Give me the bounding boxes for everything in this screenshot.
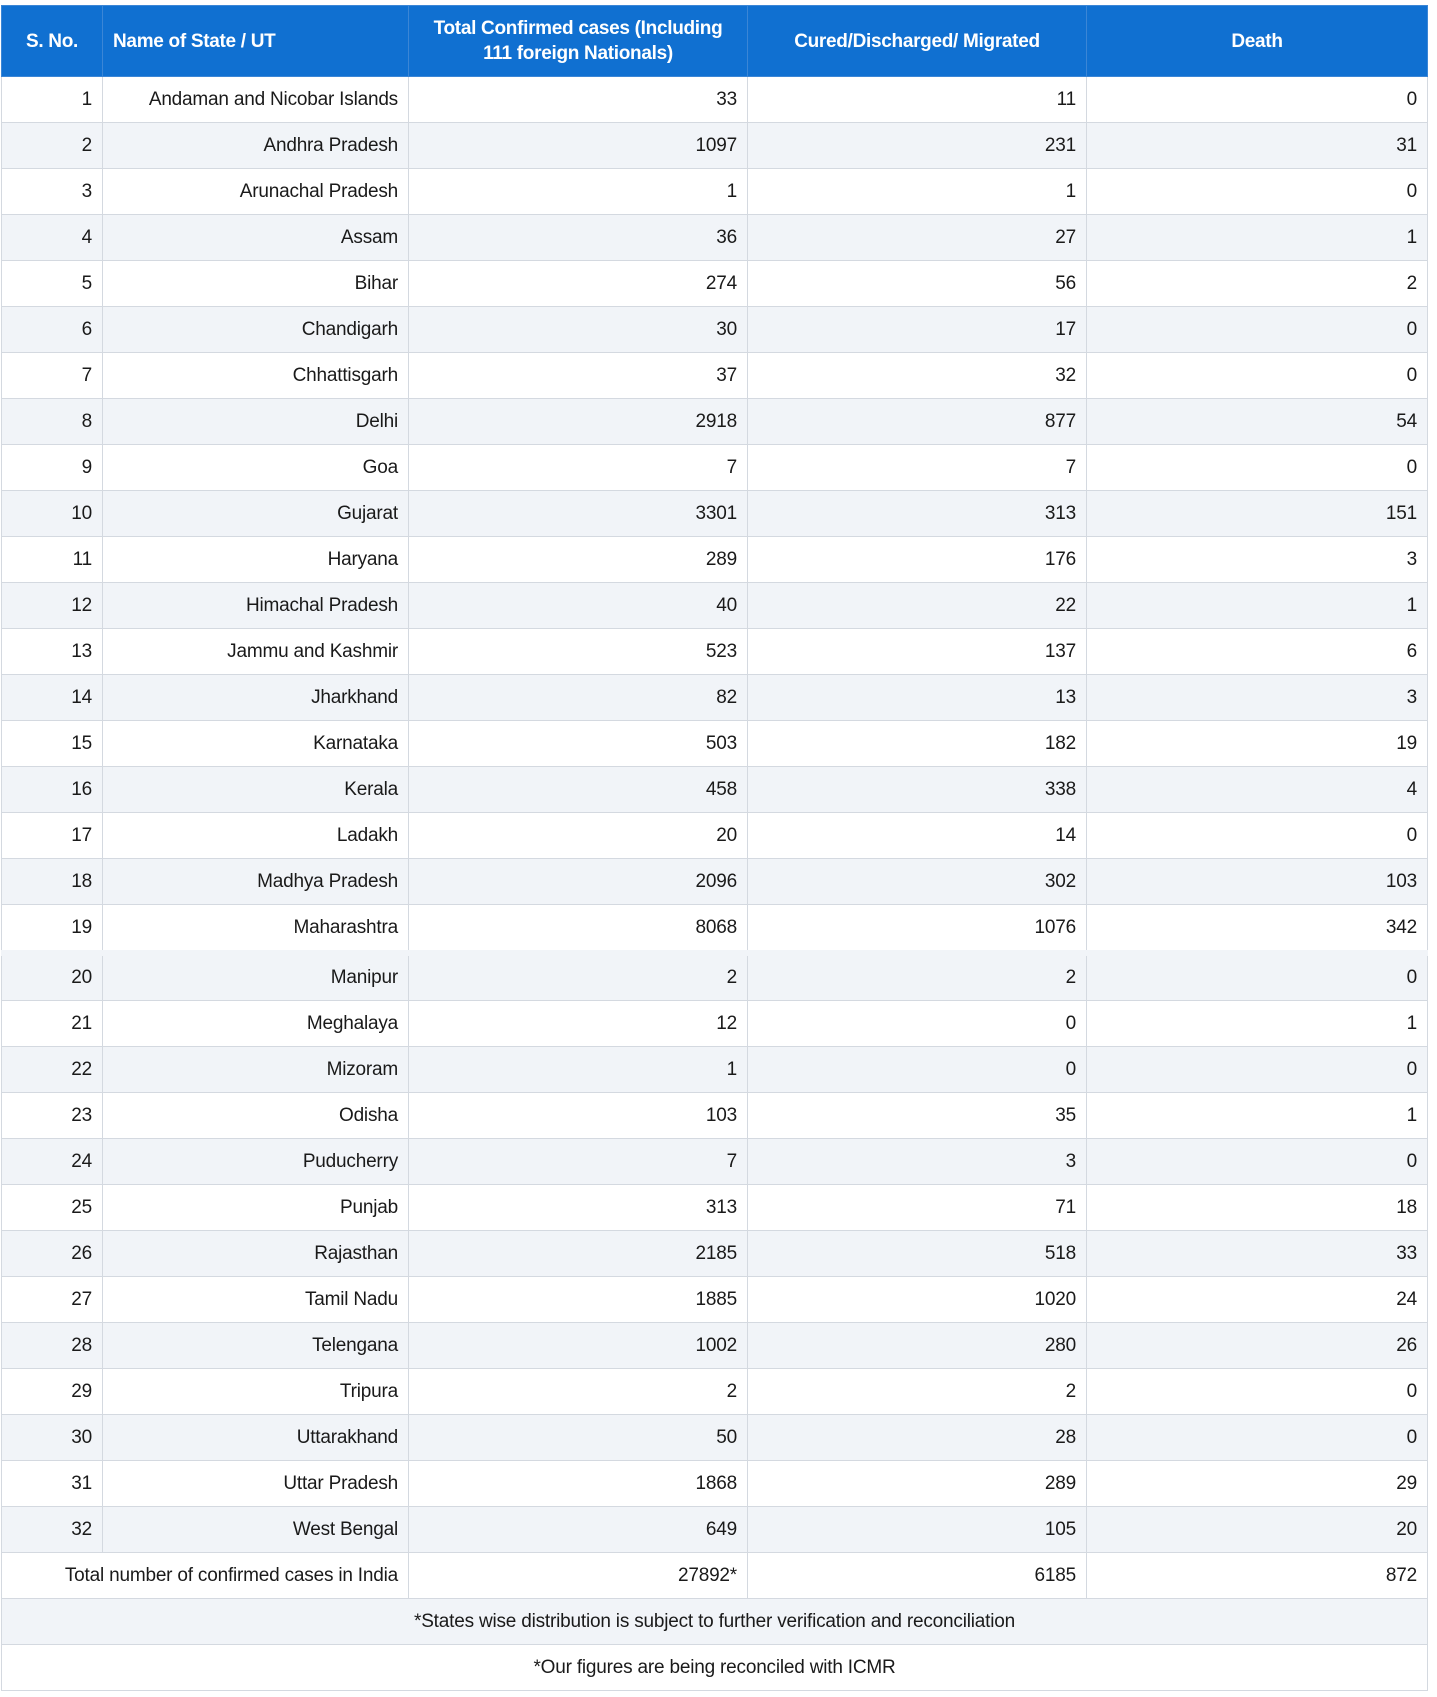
cell-state-name: Punjab bbox=[103, 1185, 409, 1231]
cell-death: 29 bbox=[1087, 1461, 1428, 1507]
cell-serial-number: 26 bbox=[2, 1231, 103, 1277]
cell-death: 0 bbox=[1087, 1369, 1428, 1415]
cell-cured: 1076 bbox=[748, 905, 1087, 954]
cell-state-name: Kerala bbox=[103, 767, 409, 813]
cell-state-name: Jammu and Kashmir bbox=[103, 629, 409, 675]
table-row bbox=[2, 123, 1428, 169]
table-row bbox=[2, 307, 1428, 353]
header-cured: Cured/Discharged/ Migrated bbox=[748, 6, 1087, 77]
cell-confirmed: 1 bbox=[409, 169, 748, 215]
cell-cured: 28 bbox=[748, 1415, 1087, 1461]
cell-cured: 289 bbox=[748, 1461, 1087, 1507]
table-row bbox=[2, 1277, 1428, 1323]
cell-cured: 518 bbox=[748, 1231, 1087, 1277]
cell-confirmed: 1885 bbox=[409, 1277, 748, 1323]
cell-cured: 231 bbox=[748, 123, 1087, 169]
covid-state-table-container bbox=[1, 5, 1427, 1691]
cell-cured: 3 bbox=[748, 1139, 1087, 1185]
cell-death: 0 bbox=[1087, 1139, 1428, 1185]
footnote-text: *Our figures are being reconciled with ICMR bbox=[2, 1645, 1428, 1691]
cell-confirmed: 523 bbox=[409, 629, 748, 675]
cell-death: 6 bbox=[1087, 629, 1428, 675]
cell-state-name: Chandigarh bbox=[103, 307, 409, 353]
cell-serial-number: 29 bbox=[2, 1369, 103, 1415]
cell-serial-number: 20 bbox=[2, 953, 103, 1001]
table-row bbox=[2, 1415, 1428, 1461]
cell-confirmed: 289 bbox=[409, 537, 748, 583]
cell-state-name: Delhi bbox=[103, 399, 409, 445]
total-cured: 6185 bbox=[748, 1553, 1087, 1599]
cell-confirmed: 7 bbox=[409, 1139, 748, 1185]
cell-cured: 35 bbox=[748, 1093, 1087, 1139]
cell-death: 19 bbox=[1087, 721, 1428, 767]
table-row bbox=[2, 353, 1428, 399]
cell-confirmed: 30 bbox=[409, 307, 748, 353]
cell-death: 0 bbox=[1087, 445, 1428, 491]
cell-state-name: Maharashtra bbox=[103, 905, 409, 954]
cell-serial-number: 3 bbox=[2, 169, 103, 215]
cell-cured: 27 bbox=[748, 215, 1087, 261]
cell-death: 0 bbox=[1087, 77, 1428, 123]
cell-serial-number: 5 bbox=[2, 261, 103, 307]
total-confirmed: 27892* bbox=[409, 1553, 748, 1599]
cell-state-name: Chhattisgarh bbox=[103, 353, 409, 399]
cell-death: 20 bbox=[1087, 1507, 1428, 1553]
cell-cured: 11 bbox=[748, 77, 1087, 123]
cell-serial-number: 13 bbox=[2, 629, 103, 675]
cell-death: 151 bbox=[1087, 491, 1428, 537]
cell-state-name: Bihar bbox=[103, 261, 409, 307]
header-row bbox=[2, 6, 1428, 77]
cell-cured: 302 bbox=[748, 859, 1087, 905]
cell-serial-number: 2 bbox=[2, 123, 103, 169]
cell-death: 103 bbox=[1087, 859, 1428, 905]
cell-confirmed: 36 bbox=[409, 215, 748, 261]
cell-death: 0 bbox=[1087, 1415, 1428, 1461]
total-death: 872 bbox=[1087, 1553, 1428, 1599]
table-row bbox=[2, 953, 1428, 1001]
cell-serial-number: 31 bbox=[2, 1461, 103, 1507]
cell-serial-number: 23 bbox=[2, 1093, 103, 1139]
cell-serial-number: 25 bbox=[2, 1185, 103, 1231]
cell-state-name: Uttar Pradesh bbox=[103, 1461, 409, 1507]
cell-confirmed: 1097 bbox=[409, 123, 748, 169]
cell-cured: 7 bbox=[748, 445, 1087, 491]
table-row bbox=[2, 1369, 1428, 1415]
table-row bbox=[2, 1139, 1428, 1185]
cell-state-name: Andhra Pradesh bbox=[103, 123, 409, 169]
table-row bbox=[2, 813, 1428, 859]
table-row bbox=[2, 399, 1428, 445]
cell-cured: 105 bbox=[748, 1507, 1087, 1553]
cell-state-name: Jharkhand bbox=[103, 675, 409, 721]
cell-serial-number: 12 bbox=[2, 583, 103, 629]
cell-cured: 17 bbox=[748, 307, 1087, 353]
cell-death: 24 bbox=[1087, 1277, 1428, 1323]
table-row bbox=[2, 583, 1428, 629]
table-row bbox=[2, 1185, 1428, 1231]
cell-state-name: Madhya Pradesh bbox=[103, 859, 409, 905]
cell-state-name: Tamil Nadu bbox=[103, 1277, 409, 1323]
table-row bbox=[2, 1231, 1428, 1277]
cell-death: 342 bbox=[1087, 905, 1428, 954]
cell-serial-number: 21 bbox=[2, 1001, 103, 1047]
cell-cured: 13 bbox=[748, 675, 1087, 721]
cell-serial-number: 4 bbox=[2, 215, 103, 261]
cell-serial-number: 8 bbox=[2, 399, 103, 445]
cell-serial-number: 16 bbox=[2, 767, 103, 813]
cell-death: 0 bbox=[1087, 953, 1428, 1001]
cell-state-name: Assam bbox=[103, 215, 409, 261]
cell-serial-number: 7 bbox=[2, 353, 103, 399]
table-row bbox=[2, 859, 1428, 905]
table-row bbox=[2, 767, 1428, 813]
cell-death: 0 bbox=[1087, 169, 1428, 215]
table-row bbox=[2, 629, 1428, 675]
cell-confirmed: 313 bbox=[409, 1185, 748, 1231]
cell-cured: 137 bbox=[748, 629, 1087, 675]
table-row bbox=[2, 1323, 1428, 1369]
cell-serial-number: 27 bbox=[2, 1277, 103, 1323]
table-row bbox=[2, 1507, 1428, 1553]
cell-death: 18 bbox=[1087, 1185, 1428, 1231]
cell-cured: 280 bbox=[748, 1323, 1087, 1369]
cell-cured: 1 bbox=[748, 169, 1087, 215]
cell-confirmed: 2 bbox=[409, 1369, 748, 1415]
table-row bbox=[2, 77, 1428, 123]
cell-cured: 176 bbox=[748, 537, 1087, 583]
cell-confirmed: 103 bbox=[409, 1093, 748, 1139]
cell-death: 26 bbox=[1087, 1323, 1428, 1369]
cell-cured: 182 bbox=[748, 721, 1087, 767]
cell-death: 0 bbox=[1087, 307, 1428, 353]
cell-death: 3 bbox=[1087, 537, 1428, 583]
cell-state-name: Gujarat bbox=[103, 491, 409, 537]
cell-confirmed: 1 bbox=[409, 1047, 748, 1093]
cell-confirmed: 8068 bbox=[409, 905, 748, 954]
cell-confirmed: 82 bbox=[409, 675, 748, 721]
cell-death: 1 bbox=[1087, 215, 1428, 261]
cell-serial-number: 32 bbox=[2, 1507, 103, 1553]
cell-cured: 32 bbox=[748, 353, 1087, 399]
table-row bbox=[2, 721, 1428, 767]
cell-state-name: Ladakh bbox=[103, 813, 409, 859]
cell-serial-number: 11 bbox=[2, 537, 103, 583]
cell-death: 3 bbox=[1087, 675, 1428, 721]
cell-serial-number: 18 bbox=[2, 859, 103, 905]
table-row bbox=[2, 905, 1428, 954]
cell-state-name: Telengana bbox=[103, 1323, 409, 1369]
cell-state-name: Meghalaya bbox=[103, 1001, 409, 1047]
cell-cured: 313 bbox=[748, 491, 1087, 537]
cell-state-name: Odisha bbox=[103, 1093, 409, 1139]
state-wise-cases-table bbox=[1, 5, 1428, 1691]
cell-cured: 2 bbox=[748, 1369, 1087, 1415]
table-row bbox=[2, 491, 1428, 537]
cell-state-name: Arunachal Pradesh bbox=[103, 169, 409, 215]
cell-death: 33 bbox=[1087, 1231, 1428, 1277]
table-header bbox=[2, 6, 1428, 77]
table-row bbox=[2, 1461, 1428, 1507]
cell-state-name: Rajasthan bbox=[103, 1231, 409, 1277]
cell-confirmed: 3301 bbox=[409, 491, 748, 537]
cell-cured: 1020 bbox=[748, 1277, 1087, 1323]
table-row bbox=[2, 675, 1428, 721]
cell-death: 1 bbox=[1087, 583, 1428, 629]
table-row bbox=[2, 1001, 1428, 1047]
cell-cured: 338 bbox=[748, 767, 1087, 813]
cell-confirmed: 458 bbox=[409, 767, 748, 813]
header-death: Death bbox=[1087, 6, 1428, 77]
table-row bbox=[2, 537, 1428, 583]
cell-serial-number: 9 bbox=[2, 445, 103, 491]
cell-confirmed: 40 bbox=[409, 583, 748, 629]
cell-confirmed: 1868 bbox=[409, 1461, 748, 1507]
cell-state-name: Uttarakhand bbox=[103, 1415, 409, 1461]
cell-serial-number: 19 bbox=[2, 905, 103, 954]
cell-state-name: Karnataka bbox=[103, 721, 409, 767]
cell-state-name: Manipur bbox=[103, 953, 409, 1001]
cell-confirmed: 2 bbox=[409, 953, 748, 1001]
table-row bbox=[2, 1093, 1428, 1139]
cell-serial-number: 14 bbox=[2, 675, 103, 721]
table-row bbox=[2, 169, 1428, 215]
cell-serial-number: 1 bbox=[2, 77, 103, 123]
cell-serial-number: 24 bbox=[2, 1139, 103, 1185]
cell-death: 2 bbox=[1087, 261, 1428, 307]
cell-state-name: Himachal Pradesh bbox=[103, 583, 409, 629]
cell-confirmed: 274 bbox=[409, 261, 748, 307]
total-label: Total number of confirmed cases in India bbox=[2, 1553, 409, 1599]
table-row bbox=[2, 445, 1428, 491]
cell-cured: 71 bbox=[748, 1185, 1087, 1231]
cell-death: 31 bbox=[1087, 123, 1428, 169]
cell-cured: 0 bbox=[748, 1001, 1087, 1047]
cell-confirmed: 7 bbox=[409, 445, 748, 491]
header-serial-number: S. No. bbox=[2, 6, 103, 77]
cell-death: 1 bbox=[1087, 1001, 1428, 1047]
cell-death: 0 bbox=[1087, 813, 1428, 859]
cell-confirmed: 50 bbox=[409, 1415, 748, 1461]
cell-confirmed: 2096 bbox=[409, 859, 748, 905]
cell-cured: 877 bbox=[748, 399, 1087, 445]
cell-confirmed: 20 bbox=[409, 813, 748, 859]
cell-serial-number: 15 bbox=[2, 721, 103, 767]
cell-state-name: Haryana bbox=[103, 537, 409, 583]
footnote-row bbox=[2, 1599, 1428, 1645]
cell-cured: 56 bbox=[748, 261, 1087, 307]
cell-death: 4 bbox=[1087, 767, 1428, 813]
cell-confirmed: 2185 bbox=[409, 1231, 748, 1277]
cell-death: 1 bbox=[1087, 1093, 1428, 1139]
header-confirmed-cases: Total Confirmed cases (Including 111 foreign Nationals) bbox=[409, 6, 748, 77]
cell-state-name: Mizoram bbox=[103, 1047, 409, 1093]
cell-serial-number: 10 bbox=[2, 491, 103, 537]
cell-state-name: Tripura bbox=[103, 1369, 409, 1415]
cell-confirmed: 503 bbox=[409, 721, 748, 767]
footnote-row bbox=[2, 1645, 1428, 1691]
cell-cured: 14 bbox=[748, 813, 1087, 859]
cell-death: 54 bbox=[1087, 399, 1428, 445]
header-state-name: Name of State / UT bbox=[103, 6, 409, 77]
cell-serial-number: 6 bbox=[2, 307, 103, 353]
cell-confirmed: 37 bbox=[409, 353, 748, 399]
cell-confirmed: 1002 bbox=[409, 1323, 748, 1369]
cell-state-name: Puducherry bbox=[103, 1139, 409, 1185]
cell-serial-number: 22 bbox=[2, 1047, 103, 1093]
cell-cured: 0 bbox=[748, 1047, 1087, 1093]
cell-death: 0 bbox=[1087, 1047, 1428, 1093]
table-body bbox=[2, 77, 1428, 1691]
cell-confirmed: 2918 bbox=[409, 399, 748, 445]
cell-cured: 2 bbox=[748, 953, 1087, 1001]
cell-state-name: Andaman and Nicobar Islands bbox=[103, 77, 409, 123]
cell-confirmed: 33 bbox=[409, 77, 748, 123]
cell-state-name: Goa bbox=[103, 445, 409, 491]
cell-cured: 22 bbox=[748, 583, 1087, 629]
cell-serial-number: 17 bbox=[2, 813, 103, 859]
table-row bbox=[2, 1047, 1428, 1093]
table-row bbox=[2, 215, 1428, 261]
cell-confirmed: 12 bbox=[409, 1001, 748, 1047]
table-row bbox=[2, 261, 1428, 307]
cell-state-name: West Bengal bbox=[103, 1507, 409, 1553]
footnote-text: *States wise distribution is subject to further verification and reconciliation bbox=[2, 1599, 1428, 1645]
cell-confirmed: 649 bbox=[409, 1507, 748, 1553]
cell-serial-number: 28 bbox=[2, 1323, 103, 1369]
cell-serial-number: 30 bbox=[2, 1415, 103, 1461]
total-row bbox=[2, 1553, 1428, 1599]
cell-death: 0 bbox=[1087, 353, 1428, 399]
